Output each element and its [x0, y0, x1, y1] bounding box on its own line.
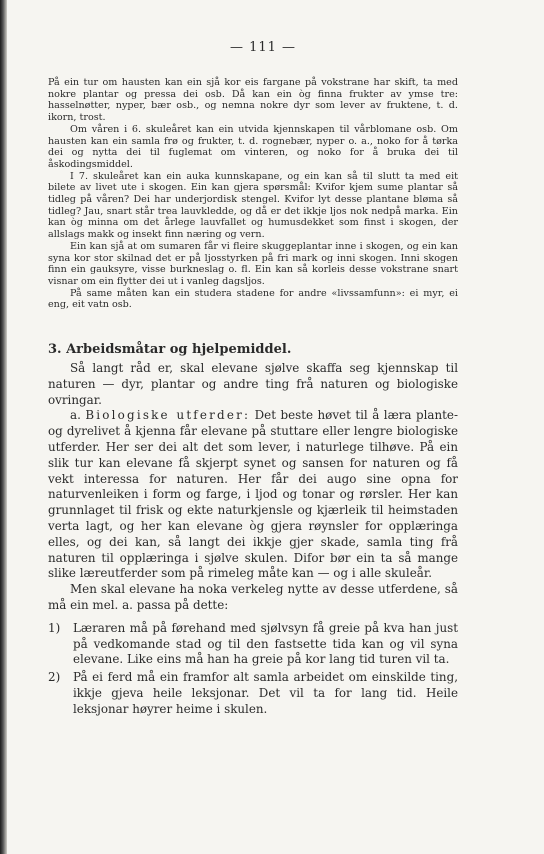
scan-edge-shadow — [0, 0, 7, 854]
paragraph-intro: Så langt råd er, skal elevane sjølve skaffa seg kjennskap til naturen — dyr, plantar og andre ting frå naturen og biologiske ovringar. — [48, 361, 458, 407]
item-letter: a. — [70, 408, 81, 423]
page-number: — 111 — — [229, 40, 297, 55]
spaced-term: Biologiske utferder: — [85, 408, 251, 423]
paragraph-seventh-year: I 7. skuleåret kan ein auka kunnskapane, og ein kan så til slutt ta med eit bilete av livet ute i skogen. Ein kan gjera spørsmål: Kvifor kjem sume plantar så tidleg på våren? Dei har underjordisk stengel. Kvifor lyt desse plantane bløma så tidleg? Jau, snart står trea lauvkledde, og då er det ikkje ljos nok nedpå marka. Ein kan òg minna om det årlege lauvfallet og humusdekket som finst i skogen, der allslags makk og insekt finn næring og vern. — [48, 170, 458, 241]
paragraph-sixth-year: Om våren i 6. skuleåret kan ein utvida kjennskapen til vårblomane osb. Om hausten kan ein samla frø og frukter, t. d. rognebær, nyper o. a., noko for å tørka dei og nytta dei til fuglemat om vinteren, og noko for å bruka dei til åskodingsmiddel. — [48, 123, 458, 170]
paragraph-communities: På same måten kan ein studera stadene for andre «livssamfunn»: ei myr, ei eng, eit vatn osb. — [48, 287, 458, 311]
numbered-list — [48, 621, 458, 718]
section-gap — [48, 311, 458, 342]
paragraph-excursions — [48, 408, 458, 582]
paragraph-shade-plants: Ein kan sjå at om sumaren får vi fleire skuggeplantar inne i skogen, og ein kan syna kor stor skilnad det er på ljosstyrken på fri mark og inni skogen. Inni skogen finn ein gauksyre, visse burkneslag o. fl. Ein kan så korleis desse vokstrane snart visnar om ein flytter dei ut i vanleg dagsljos. — [48, 240, 458, 287]
list-text: Læraren må på førehand med sjølvsyn få greie på kva han just på vedkomande stad og til den fastsette tida kan og vil syna elevane. Like eins må han ha greie på kor lang tid turen vil ta. — [73, 620, 458, 667]
paragraph-benefit: Men skal elevane ha noka verkeleg nytte av desse utferdene, så må ein mel. a. passa på dette: — [48, 582, 458, 613]
small-print-block — [48, 77, 458, 311]
document-page — [48, 40, 458, 720]
list-text: På ei ferd må ein framfor alt samla arbeidet om einskilde ting, ikkje gjeva heile leksjonar. Det vil ta for lang tid. Heile leksjonar høyrer heime i skulen. — [73, 670, 458, 716]
list-number: 2) — [48, 670, 61, 685]
list-number: 1) — [48, 620, 61, 635]
list-item — [48, 621, 458, 668]
paragraph-autumn-trip: På ein tur om hausten kan ein sjå kor eis fargane på vokstrane har skift, ta med nokre plantar og pressa dei osb. Då kan ein òg finna frukter av ymse tre: hasselnøtter, nyper, bær osb., og nemna nokre dyr som lever av fruktene, t. d. ikorn, trost. — [48, 77, 458, 124]
excursions-text: Det beste høvet til å læra plante- og dyrelivet å kjenna får elevane på stuttare eller lengre biologiske utferder. Her ser dei alt det som lever, i naturlege tilhøve. På ein slik tur kan elevane få skjerpt synet og sansen for naturen og få vekt interessa for naturen. Her får dei augo sine opna for naturvenleiken i form og farge, i ljod og tonar og rørsler. Her kan grunnlaget til frisk og ekte naturkjensle og kjærleik til heimstaden verta lagt, og her kan elevane òg gjera røynsler for opplæringa elles, og dei kan, så langt dei ikkje gjer skade, samla ting frå naturen til opplæringa i sjølve skulen. Difor bør ein ta så mange slike læreutferder som på rimeleg måte kan — og i alle skuleår. — [48, 408, 458, 581]
list-item — [48, 670, 458, 717]
main-text-block — [48, 361, 458, 614]
section-heading: 3. Arbeidsmåtar og hjelpemiddel. — [48, 342, 292, 358]
